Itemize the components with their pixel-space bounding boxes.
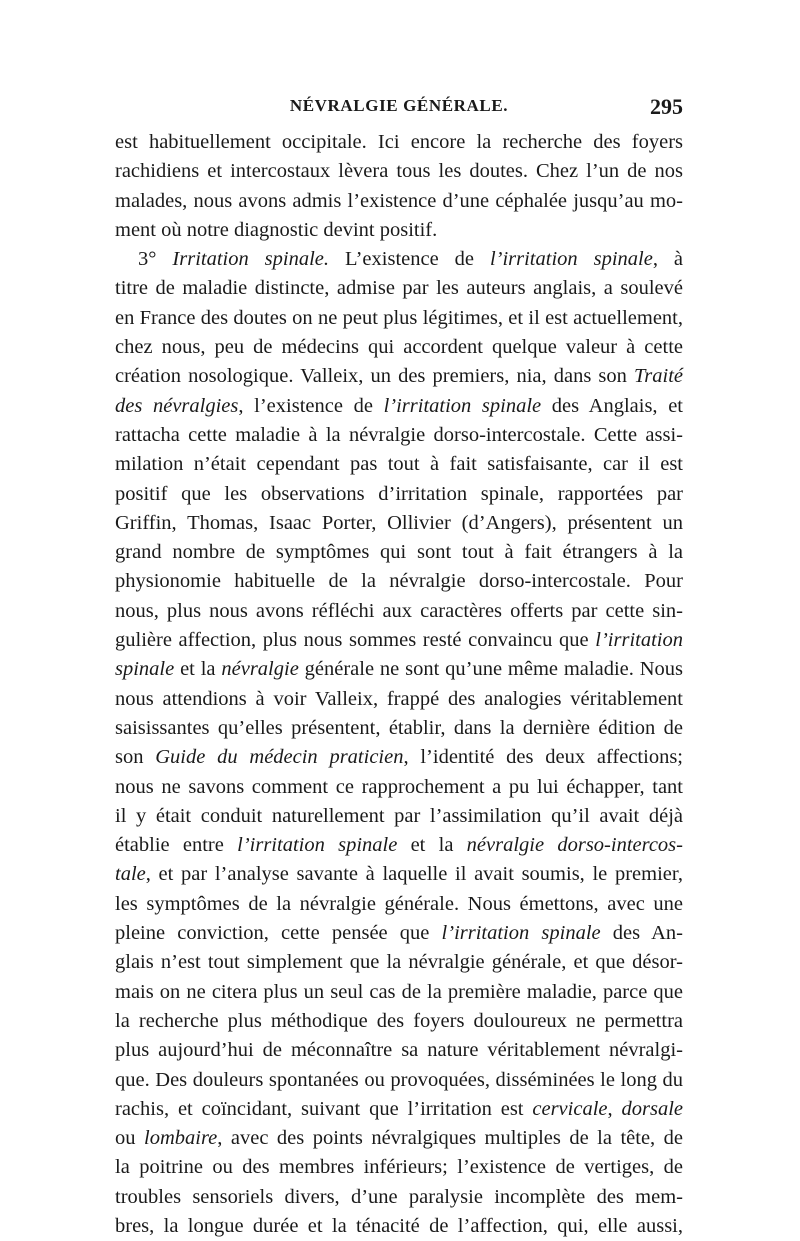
text-line — [115, 187, 683, 216]
text-run: la recherche plus méthodique des foyers douloureux ne permettra — [115, 1009, 683, 1032]
text-line — [115, 157, 683, 186]
text-line — [115, 655, 683, 684]
text-run: il y était conduit naturellement par l’assimilation qu’il avait déjà — [115, 804, 683, 827]
text-line — [115, 509, 683, 538]
text-run: troubles sensoriels divers, d’une paralysie incomplète des mem- — [115, 1185, 683, 1208]
italic-text: Irritation spinale. — [172, 248, 330, 271]
text-run: établie entre — [115, 834, 238, 857]
text-line — [115, 333, 683, 362]
text-run: rachidiens et intercostaux lèvera tous les doutes. Chez l’un de nos — [115, 160, 683, 183]
text-run: grand nombre de symptômes qui sont tout à fait étrangers à la — [115, 541, 683, 564]
text-run: nous attendions à voir Valleix, frappé des analogies véritablement — [115, 687, 683, 710]
text-line — [115, 978, 683, 1007]
text-run: milation n’était cependant pas tout à fait satisfaisante, car il est — [115, 453, 683, 476]
text-line — [115, 626, 683, 655]
text-line — [115, 1124, 683, 1153]
text-line — [115, 1036, 683, 1065]
text-run: et la — [397, 834, 467, 857]
text-run: , avec des points névralgiques multiples de la tête, de — [217, 1127, 684, 1150]
italic-text: l’irritation spinale — [489, 248, 653, 271]
text-run: malades, nous avons admis l’existence d’une céphalée jusqu’au mo- — [115, 189, 683, 212]
text-line — [115, 128, 683, 157]
text-run: ou — [115, 1127, 144, 1150]
text-run: mais on ne citera plus un seul cas de la première maladie, parce que — [115, 980, 683, 1003]
text-run: , et par l’analyse savante à laquelle il avait soumis, le premier, — [145, 863, 683, 886]
text-run: physionomie habituelle de la névralgie dorso-intercostale. Pour — [115, 570, 683, 593]
running-title: NÉVRALGIE GÉNÉRALE. — [289, 96, 509, 115]
text-run: positif que les observations d’irritation spinale, rapportées par — [115, 482, 683, 505]
text-run: la poitrine ou des membres inférieurs; l’existence de vertiges, de — [115, 1156, 683, 1179]
text-run: que. Des douleurs spontanées ou provoquées, disséminées le long du — [115, 1068, 683, 1091]
text-run: en France des doutes on ne peut plus légitimes, et il est actuellement, — [115, 306, 683, 329]
text-run: saisissantes qu’elles présentent, établir, dans la dernière édition de — [115, 716, 683, 739]
text-line — [115, 480, 683, 509]
italic-text: tale — [115, 863, 146, 886]
text-line — [115, 567, 683, 596]
italic-text: névralgie — [221, 658, 299, 681]
text-run: son — [115, 746, 156, 769]
italic-text: l’irritation — [595, 629, 683, 652]
text-run: des An- — [600, 922, 683, 945]
text-line — [115, 714, 683, 743]
text-run: pleine conviction, cette pensée que — [115, 922, 442, 945]
text-run: titre de maladie distincte, admise par les auteurs anglais, a soulevé — [115, 277, 683, 300]
text-run: 3° — [138, 248, 173, 271]
text-line — [115, 421, 683, 450]
italic-text: névralgie dorso-intercos- — [466, 834, 683, 857]
text-run: création nosologique. Valleix, un des premiers, nia, dans son — [115, 365, 634, 388]
text-run: chez nous, peu de médecins qui accordent quelque valeur à cette — [115, 336, 683, 359]
page-number: 295 — [650, 94, 683, 119]
text-line — [115, 1095, 683, 1124]
text-run: Griffin, Thomas, Isaac Porter, Ollivier (d’Angers), présentent un — [115, 511, 683, 534]
text-run: générale ne sont qu’une même maladie. Nous — [298, 658, 684, 681]
text-line — [115, 216, 683, 245]
text-line — [115, 685, 683, 714]
text-line — [115, 538, 683, 567]
text-run: , à — [652, 248, 683, 271]
text-line — [115, 1066, 683, 1095]
text-run: ment où notre diagnostic devint positif. — [115, 218, 438, 241]
text-line — [115, 802, 683, 831]
text-run: gulière affection, plus nous sommes resté convaincu que — [115, 629, 596, 652]
text-run: est habituellement occipitale. Ici encore la recherche des foyers — [115, 131, 683, 153]
text-run: , l’identité des deux affections; — [403, 746, 683, 769]
body-text — [115, 128, 683, 1241]
text-run: nous ne savons comment ce rapprochement a pu lui échapper, tant — [115, 775, 683, 798]
italic-text: Traité — [634, 365, 683, 388]
italic-text: lombaire — [144, 1127, 218, 1150]
text-run: les symptômes de la névralgie générale. Nous émettons, avec une — [115, 892, 683, 915]
italic-text: dorsale — [621, 1097, 684, 1120]
text-line — [115, 1007, 683, 1036]
text-run: plus aujourd’hui de méconnaître sa nature véritablement névralgi- — [115, 1039, 683, 1062]
text-run: , l’existence de — [238, 394, 384, 417]
italic-text: des névralgies — [115, 394, 239, 417]
text-line — [115, 245, 683, 274]
text-run: nous, plus nous avons réfléchi aux caractères offerts par cette sin- — [115, 599, 683, 622]
text-run: rachis, et coïncidant, suivant que l’irritation est — [115, 1097, 533, 1120]
italic-text: Guide du médecin praticien — [155, 746, 404, 769]
text-line — [115, 274, 683, 303]
text-run: et la — [174, 658, 222, 681]
text-line — [115, 890, 683, 919]
text-line — [115, 597, 683, 626]
text-line — [115, 831, 683, 860]
text-run: bres, la longue durée et la ténacité de l’affection, qui, elle aussi, — [115, 1214, 683, 1237]
italic-text: cervicale — [532, 1097, 608, 1120]
italic-text: spinale — [115, 658, 175, 681]
text-line — [115, 860, 683, 889]
text-line — [115, 743, 683, 772]
text-run: des Anglais, et — [541, 394, 683, 417]
text-line — [115, 450, 683, 479]
text-line — [115, 1212, 683, 1241]
text-line — [115, 1153, 683, 1182]
text-line — [115, 919, 683, 948]
text-line — [115, 773, 683, 802]
text-run: rattacha cette maladie à la névralgie dorso-intercostale. Cette assi- — [115, 423, 683, 446]
text-line — [115, 948, 683, 977]
text-line — [115, 304, 683, 333]
text-line — [115, 1183, 683, 1212]
text-run: glais n’est tout simplement que la névralgie générale, et que désor- — [115, 951, 683, 974]
text-run: L’existence de — [329, 248, 490, 271]
italic-text: l’irritation spinale — [383, 394, 542, 417]
page-header — [115, 96, 683, 122]
text-line — [115, 392, 683, 421]
italic-text: l’irritation spinale — [237, 834, 398, 857]
italic-text: l’irritation spinale — [441, 922, 601, 945]
text-run: , — [607, 1097, 622, 1120]
text-line — [115, 362, 683, 391]
